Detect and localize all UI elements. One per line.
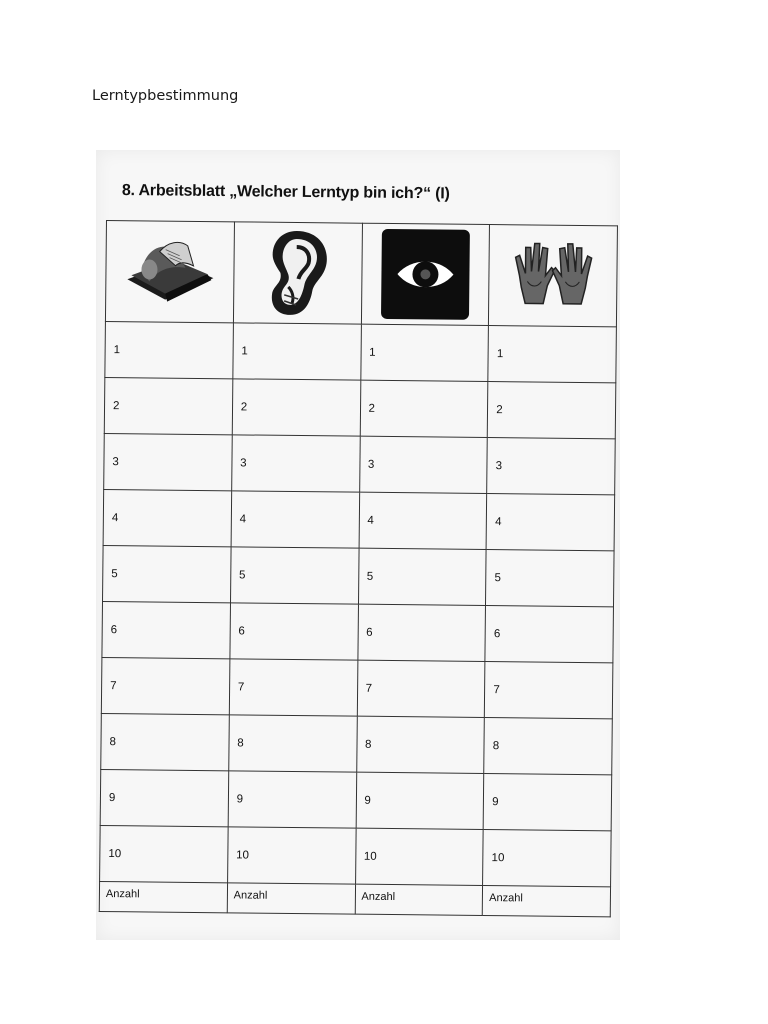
cell-number: 8 (101, 713, 229, 770)
ear-icon (262, 227, 333, 320)
cell-number: 6 (485, 605, 613, 662)
count-cell: Anzahl (355, 884, 483, 915)
icon-cell-ear (233, 222, 362, 324)
cell-number: 8 (484, 717, 612, 774)
cell-number: 1 (360, 324, 488, 381)
cell-number: 6 (102, 601, 230, 658)
table-row (102, 601, 614, 662)
icon-cell-book (105, 221, 234, 323)
cell-number: 6 (357, 604, 485, 661)
cell-number: 9 (100, 769, 228, 826)
table-row (104, 377, 616, 438)
learning-type-table (99, 220, 618, 917)
table-row (103, 489, 615, 550)
cell-number: 10 (227, 827, 355, 884)
table-row (104, 433, 616, 494)
table-row (100, 769, 612, 830)
cell-number: 10 (483, 829, 611, 886)
cell-number: 9 (483, 773, 611, 830)
cell-number: 8 (356, 716, 484, 773)
count-cell: Anzahl (99, 881, 227, 912)
cell-number: 2 (104, 377, 232, 434)
worksheet-title: 8. Arbeitsblatt „Welcher Lerntyp bin ich?“ (I) (121, 182, 450, 203)
cell-number: 3 (231, 435, 359, 492)
cell-number: 2 (360, 380, 488, 437)
cell-number: 9 (356, 772, 484, 829)
icon-cell-hands (489, 225, 618, 327)
table-row (103, 545, 615, 606)
eye-icon (377, 227, 474, 322)
cell-number: 1 (233, 323, 361, 380)
cell-number: 4 (359, 492, 487, 549)
cell-number: 1 (488, 326, 616, 383)
cell-number: 7 (229, 659, 357, 716)
count-cell: Anzahl (227, 883, 355, 914)
table-row (101, 657, 613, 718)
cell-number: 2 (487, 382, 615, 439)
cell-number: 10 (355, 828, 483, 885)
icon-cell-eye (361, 223, 490, 325)
cell-number: 3 (487, 438, 615, 495)
cell-number: 5 (486, 550, 614, 607)
cell-number: 9 (228, 771, 356, 828)
cell-number: 3 (104, 433, 232, 490)
count-cell: Anzahl (482, 885, 610, 916)
cell-number: 4 (231, 491, 359, 548)
cell-number: 7 (101, 657, 229, 714)
hands-icon (503, 235, 604, 316)
cell-number: 1 (105, 321, 233, 378)
cell-number: 3 (359, 436, 487, 493)
cell-number: 4 (486, 494, 614, 551)
cell-number: 6 (230, 603, 358, 660)
cell-number: 5 (358, 548, 486, 605)
cell-number: 5 (230, 547, 358, 604)
table-row (105, 321, 617, 382)
table-row (101, 713, 613, 774)
book-icon (119, 231, 220, 312)
cell-number: 4 (103, 489, 231, 546)
cell-number: 2 (232, 379, 360, 436)
table-row (100, 825, 612, 886)
cell-number: 7 (357, 660, 485, 717)
cell-number: 10 (100, 825, 228, 882)
page-heading: Lerntypbestimmung (92, 88, 239, 104)
cell-number: 8 (228, 715, 356, 772)
cell-number: 5 (103, 545, 231, 602)
icon-row (105, 221, 617, 327)
cell-number: 7 (485, 661, 613, 718)
count-row (99, 881, 610, 916)
